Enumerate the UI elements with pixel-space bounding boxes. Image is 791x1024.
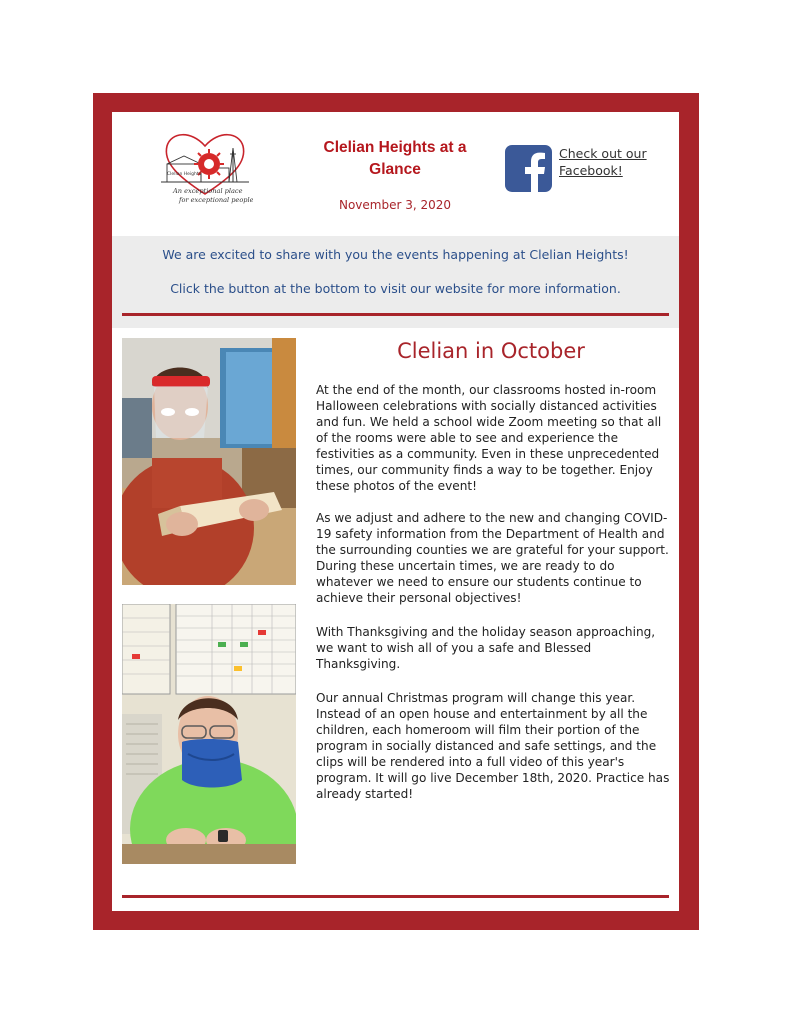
article-title: Clelian in October (397, 339, 585, 363)
divider-top (122, 313, 669, 316)
article-paragraph: As we adjust and adhere to the new and changing COVID-19 safety information from the Department of Health and the surrounding counties we are grateful for your support. During these uncertain times, we are ready to do whatever we need to ensure our students continue to achieve their personal objectives! (316, 511, 669, 605)
photo-student-face-shield (122, 338, 296, 585)
banner-line-1: We are excited to share with you the events happening at Clelian Heights! (162, 247, 629, 262)
article-paragraph: Our annual Christmas program will change this year. Instead of an open house and entertainment by all the children, each homeroom will film their portion of the program in socially distanced and safe settings, and the clips will be rendered into a full video of this year's program. It will go live December 18th, 2020. Practice has already started! (316, 691, 670, 801)
photo-student-mask (122, 604, 296, 864)
facebook-link[interactable]: Check out our Facebook! (559, 146, 647, 178)
logo-tagline-2: for exceptional people (179, 196, 253, 204)
clelian-heights-logo (157, 124, 253, 214)
banner-line-2: Click the button at the bottom to visit our website for more information. (170, 281, 621, 296)
article-paragraph: With Thanksgiving and the holiday season approaching, we want to wish all of you a safe and Blessed Thanksgiving. (316, 625, 656, 671)
logo-tagline-1: An exceptional place (173, 187, 243, 195)
newsletter-title: Clelian Heights at a Glance (323, 139, 467, 178)
article-paragraph: At the end of the month, our classrooms hosted in-room Halloween celebrations with socially distanced activities and fun. We held a school wide Zoom meeting so that all of the rooms were able to see and experience the festivities as a community. Even in these unprecedented times, our community finds a way to be together. Enjoy these photos of the event! (316, 383, 662, 493)
facebook-icon[interactable] (505, 145, 552, 192)
logo-name: Clelian Heights (167, 172, 201, 177)
divider-bottom (122, 895, 669, 898)
newsletter-date: November 3, 2020 (338, 198, 452, 212)
